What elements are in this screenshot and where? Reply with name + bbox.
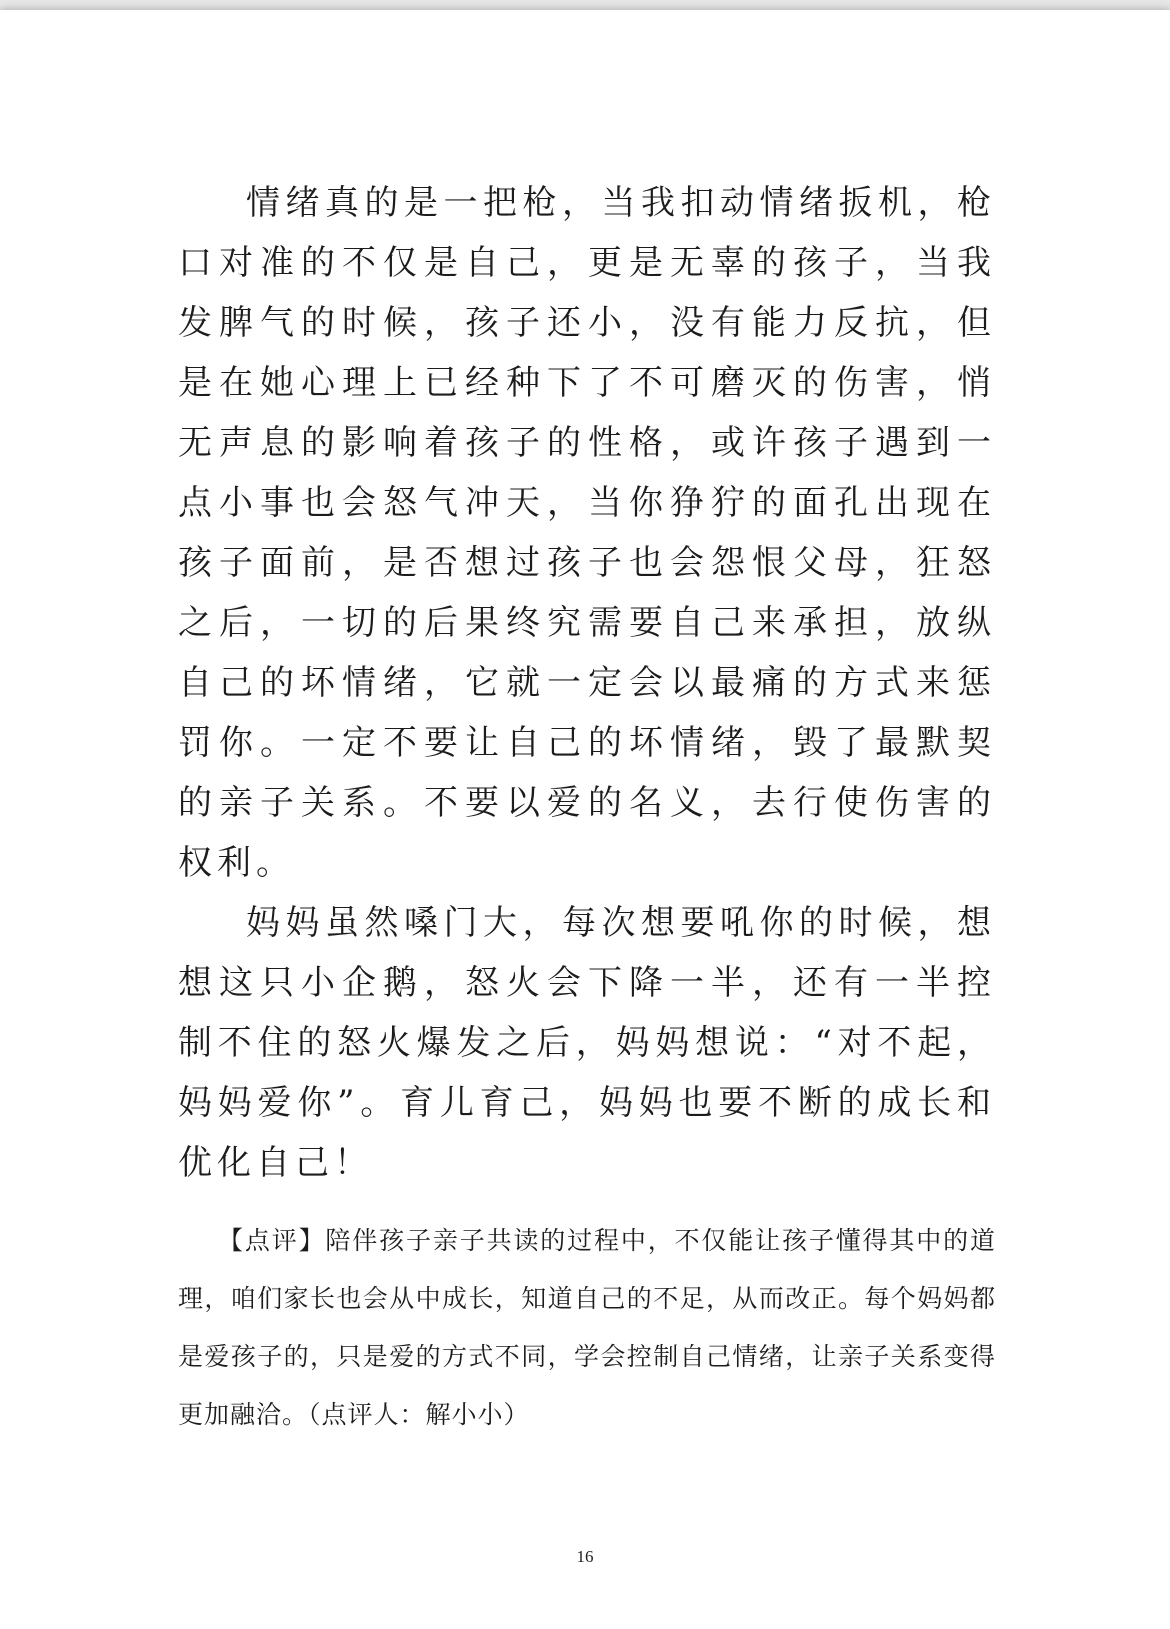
document-page bbox=[0, 10, 1170, 1629]
commentary-paragraph: 【点评】陪伴孩子亲子共读的过程中，不仅能让孩子懂得其中的道理，咱们家长也会从中成长，知道自己的不足，从而改正。每个妈妈都是爱孩子的，只是爱的方式不同，学会控制自己情绪，让亲子关系变得更加融洽。（点评人：解小小） bbox=[178, 1228, 996, 1429]
page-number: 16 bbox=[576, 1547, 594, 1566]
paragraph-mother-reflection: 妈妈虽然嗓门大，每次想要吼你的时候，想想这只小企鹅，怒火会下降一半，还有一半控制不住的怒火爆发之后，妈妈想说：“对不起，妈妈爱你”。育儿育己，妈妈也要不断的成长和优化自己！ bbox=[178, 903, 996, 1183]
document-body bbox=[178, 173, 996, 1445]
paragraph-emotion-gun: 情绪真的是一把枪，当我扣动情绪扳机，枪口对准的不仅是自己，更是无辜的孩子，当我发脾气的时候，孩子还小，没有能力反抗，但是在她心理上已经种下了不可磨灭的伤害，悄无声息的影响着孩子的性格，或许孩子遇到一点小事也会怒气冲天，当你狰狞的面孔出现在孩子面前，是否想过孩子也会怨恨父母，狂怒之后，一切的后果终究需要自己来承担，放纵自己的坏情绪，它就一定会以最痛的方式来惩罚你。一定不要让自己的坏情绪，毁了最默契的亲子关系。不要以爱的名义，去行使伤害的权利。 bbox=[178, 183, 996, 883]
